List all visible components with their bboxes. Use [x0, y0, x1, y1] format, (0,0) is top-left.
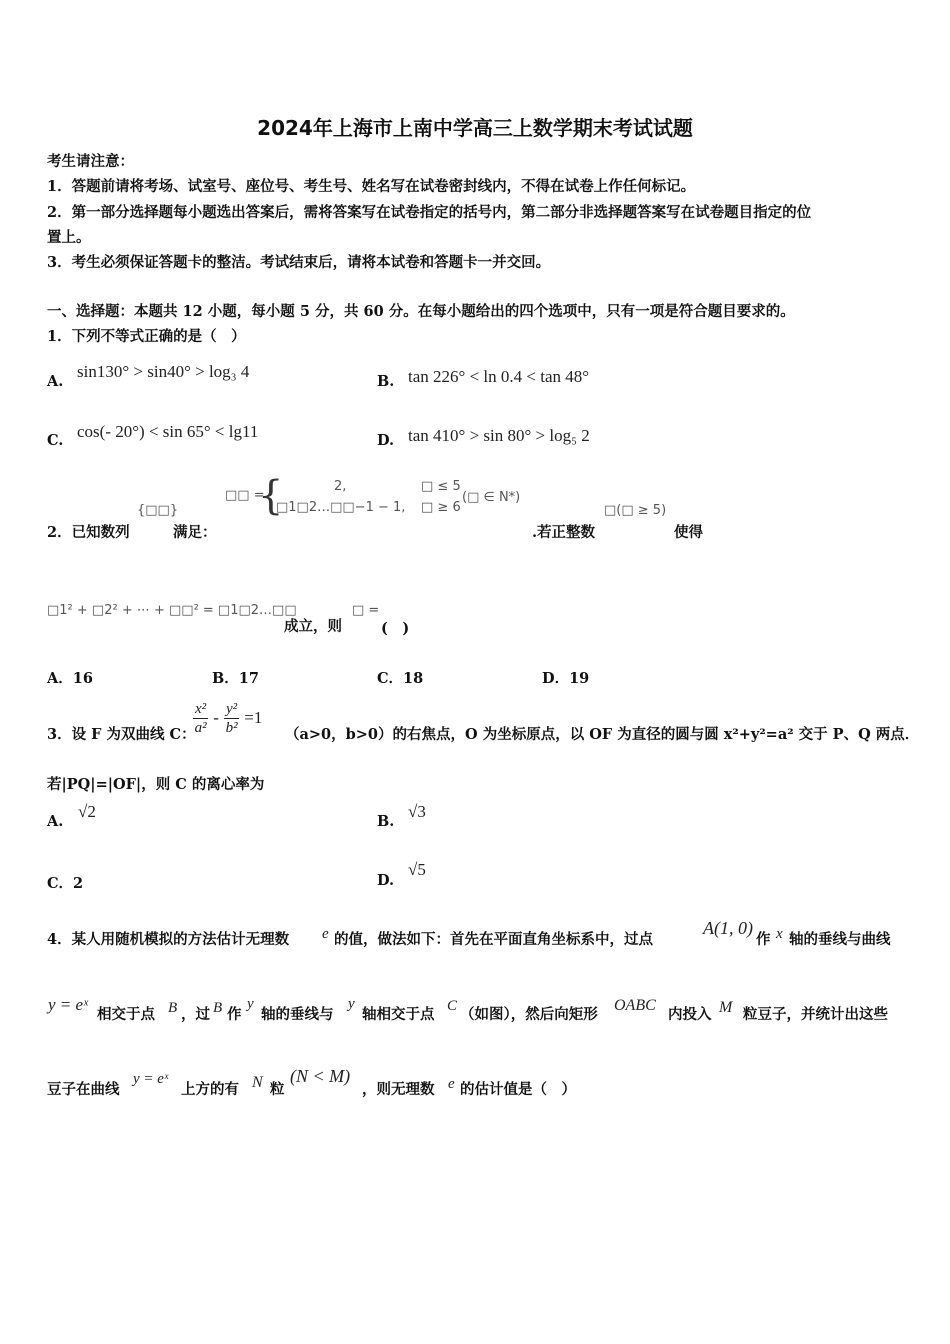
q2-stem-part: 2．已知数列 [47, 524, 130, 541]
q4-curve: y = eˣ [133, 1071, 169, 1087]
q4-text: 粒 [270, 1081, 285, 1098]
q1-option-d-label: D. [377, 432, 395, 449]
page-title: 2024年上海市上南中学高三上数学期末考试试题 [257, 116, 693, 140]
q4-text: 作 [756, 931, 771, 948]
q4-symbol-y: y [348, 996, 355, 1012]
q3-stem-part: 3．设 F 为双曲线 C： [47, 726, 196, 743]
q4-text: 轴的垂线与曲线 [789, 931, 891, 948]
q2-brace: { [258, 473, 284, 519]
q4-text: 的估计值是（ ） [460, 1081, 576, 1098]
q2-option-b: B．17 [212, 670, 259, 687]
notice-item: 3．考生必须保证答题卡的整洁。考试结束后，请将本试卷和答题卡一并交回。 [47, 254, 551, 271]
q3-option-d-label: D. [377, 872, 395, 889]
q2-condition-2: □ ≥ 6 [421, 500, 461, 515]
q1-option-d-math: tan 410° > sin 80° > log₅ 2 [408, 426, 590, 445]
q4-symbol-e: e [448, 1076, 455, 1092]
q2-domain: (□ ∈ N*) [462, 490, 521, 505]
q2-equation: □1² + □2² + ⋯ + □□² = □1□2…□□ [47, 603, 297, 618]
q2-option-c: C．18 [377, 670, 424, 687]
q2-stem-part: 使得 [674, 524, 703, 541]
q4-symbol-y: y [247, 996, 254, 1012]
q1-option-a-label: A. [47, 373, 64, 390]
section-heading: 一、选择题：本题共 12 小题，每小题 5 分，共 60 分。在每小题给出的四个选项中，只有一项是符合题目要求的。 [47, 303, 795, 320]
notice-item: 2．第一部分选择题每小题选出答案后，需将答案写在试卷指定的括号内，第二部分非选择题答案写在试卷题目指定的位 [47, 204, 812, 221]
q2-k-equals: □ = [352, 603, 380, 618]
q4-symbol-n: N [252, 1074, 263, 1091]
q4-symbol-b: B [213, 1000, 223, 1016]
notice-item: 1．答题前请将考场、试室号、座位号、考生号、姓名写在试卷密封线内，不得在试卷上作任何标记。 [47, 178, 696, 195]
q4-text: ，则无理数 [362, 1081, 435, 1098]
q2-k-condition: □(□ ≥ 5) [604, 503, 667, 518]
q4-text: ，过 [181, 1006, 210, 1023]
q2-stem-part: 满足： [173, 524, 217, 541]
q3-fraction-x: $\frac{\text{x²}}{\text{a²}}$ [194, 701, 207, 736]
notice-heading: 考生请注意： [47, 153, 134, 170]
q2-stem-part: 成立，则 [284, 618, 342, 635]
q3-option-a-label: A. [47, 813, 64, 830]
q4-symbol-c: C [447, 998, 458, 1014]
q4-curve: y = eˣ [48, 995, 88, 1014]
q4-text: 轴相交于点 [362, 1006, 435, 1023]
q1-option-b-math: tan 226° < ln 0.4 < tan 48° [408, 367, 590, 386]
q2-answer-paren: ( ) [381, 620, 410, 637]
q2-stem-part: .若正整数 [532, 524, 596, 541]
q4-symbol-x: x [776, 926, 783, 942]
q3-option-b-math: √3 [408, 802, 426, 821]
q4-symbol-b: B [168, 1000, 178, 1016]
q4-text: （如图），然后向矩形 [460, 1006, 598, 1023]
q4-text: 作 [227, 1006, 242, 1023]
q4-text: 4．某人用随机模拟的方法估计无理数 [47, 931, 290, 948]
q1-option-b-label: B. [377, 373, 395, 390]
q2-definition-lhs: □□ = [225, 488, 265, 503]
q1-option-c-label: C. [47, 432, 64, 449]
q4-text: 粒豆子，并统计出这些 [743, 1006, 888, 1023]
q3-fraction-y: $\frac{\text{y²}}{\text{b²}}$ [225, 701, 238, 736]
q1-option-c-math: cos(- 20°) < sin 65° < lg11 [77, 422, 259, 441]
q2-condition-1: □ ≤ 5 [421, 479, 461, 494]
question-1-stem: 1．下列不等式正确的是（ ） [47, 328, 246, 345]
q3-option-c-label: C．2 [47, 875, 84, 892]
q4-text: 内投入 [668, 1006, 712, 1023]
q1-option-a-math: sin130° > sin40° > log₃ 4 [77, 362, 250, 381]
q4-rectangle-label: OABC [614, 997, 656, 1014]
notice-item: 置上。 [47, 229, 91, 246]
q4-text: 豆子在曲线 [47, 1081, 120, 1098]
q3-stem-part: （a>0，b>0）的右焦点，O 为坐标原点，以 OF 为直径的圆与圆 x²+y²=a² 交于 P、Q 两点． [285, 726, 920, 743]
q2-option-a: A．16 [47, 670, 93, 687]
q4-text: 的值，做法如下：首先在平面直角坐标系中，过点 [334, 931, 653, 948]
q4-text: 相交于点 [97, 1006, 155, 1023]
q4-symbol-e: e [322, 926, 329, 942]
q4-symbol-m: M [719, 999, 733, 1016]
q3-hyperbola-equation: $\frac{\text{x²}}{\text{a²}}$ - $\frac{\text{y²}}{\text{b²}}$ =1 [194, 701, 263, 736]
q4-point-a: A(1, 0) [703, 918, 753, 938]
q4-condition: (N < M) [290, 1066, 351, 1086]
q2-case-2: □1□2…□□−1 − 1, [276, 500, 406, 515]
q4-text: 上方的有 [181, 1081, 239, 1098]
q3-stem-part: 若|PQ|=|OF|，则 C 的离心率为 [47, 776, 265, 793]
q3-option-b-label: B. [377, 813, 395, 830]
q2-case-1: 2, [334, 479, 347, 494]
q3-option-d-math: √5 [408, 860, 426, 879]
q2-sequence-symbol: {□□} [137, 503, 179, 518]
q2-option-d: D．19 [542, 670, 590, 687]
q4-text: 轴的垂线与 [261, 1006, 334, 1023]
q3-option-a-math: √2 [78, 802, 96, 821]
